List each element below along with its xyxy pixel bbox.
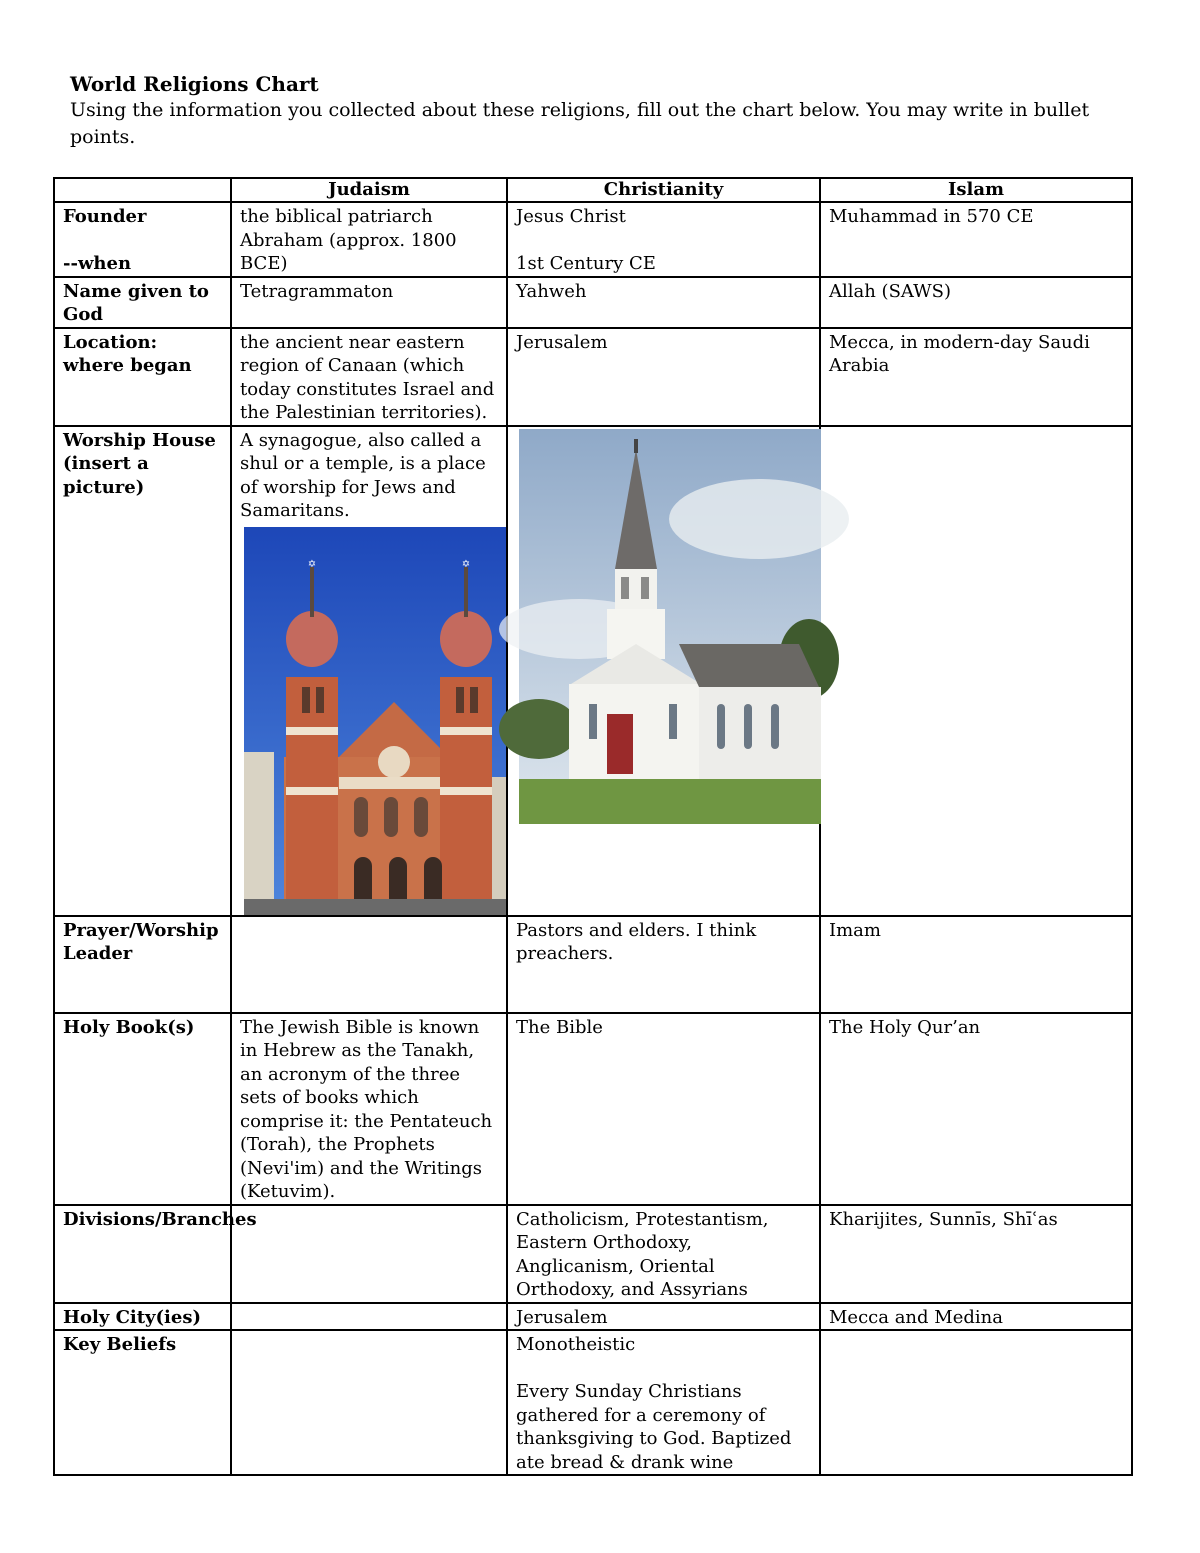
leader-judaism — [231, 916, 507, 1013]
god-name-judaism: Tetragrammaton — [231, 277, 507, 328]
worship-judaism-cell — [231, 426, 507, 916]
row-name-of-god — [54, 277, 1132, 328]
location-islam: Mecca, in modern-day Saudi Arabia — [820, 328, 1132, 426]
founder-christianity-cell — [507, 202, 820, 277]
worship-judaism-text: A synagogue, also called a shul or a temple, is a place of worship for Jews and Samaritans. — [240, 429, 486, 521]
label-holy-books: Holy Book(s) — [54, 1013, 231, 1205]
holy-cities-islam: Mecca and Medina — [820, 1303, 1132, 1331]
row-worship-house — [54, 426, 1132, 916]
leader-islam: Imam — [820, 916, 1132, 1013]
god-name-christianity: Yahweh — [507, 277, 820, 328]
row-key-beliefs — [54, 1330, 1132, 1475]
row-holy-cities — [54, 1303, 1132, 1331]
label-key-beliefs: Key Beliefs — [54, 1330, 231, 1475]
synagogue-photo — [244, 527, 506, 915]
holy-cities-judaism — [231, 1303, 507, 1331]
row-founder — [54, 202, 1132, 277]
label-founder — [54, 202, 231, 277]
header-christianity: Christianity — [507, 178, 820, 202]
god-name-islam: Allah (SAWS) — [820, 277, 1132, 328]
holy-books-christianity: The Bible — [507, 1013, 820, 1205]
svg-text:✡: ✡ — [461, 558, 471, 570]
label-location: Location: where began — [54, 328, 231, 426]
header-islam: Islam — [820, 178, 1132, 202]
divisions-islam: Kharijites, Sunnīs, Shīʿas — [820, 1205, 1132, 1303]
header-judaism: Judaism — [231, 178, 507, 202]
key-beliefs-islam — [820, 1330, 1132, 1475]
label-leader: Prayer/Worship Leader — [54, 916, 231, 1013]
key-beliefs-judaism — [231, 1330, 507, 1475]
location-judaism: the ancient near eastern region of Canaan (which today constitutes Israel and the Palestinian territories). — [231, 328, 507, 426]
divisions-christianity: Catholicism, Protestantism, Eastern Orthodoxy, Anglicanism, Oriental Orthodoxy, and Assyrians — [507, 1205, 820, 1303]
worship-islam — [820, 426, 1132, 916]
label-divisions: Divisions/Branches — [54, 1205, 231, 1303]
founder-judaism: the biblical patriarch Abraham (approx. 1800 BCE) — [231, 202, 507, 277]
leader-christianity: Pastors and elders. I think preachers. — [507, 916, 820, 1013]
worship-christianity-cell — [507, 426, 820, 916]
key-beliefs-christianity: Monotheistic — [516, 1334, 636, 1355]
holy-cities-christianity: Jerusalem — [507, 1303, 820, 1331]
document-title: World Religions Chart — [70, 72, 319, 96]
instructions-text: Using the information you collected about these religions, fill out the chart below. You may write in bullet points. — [70, 99, 1090, 148]
founder-christianity-when: 1st Century CE — [516, 253, 656, 274]
holy-books-judaism: The Jewish Bible is known in Hebrew as the Tanakh, an acronym of the three sets of books which comprise it: the Pentateuch (Torah), the Prophets (Nevi'im) and the Writings (Ketuvim). — [231, 1013, 507, 1205]
header-corner-cell — [54, 178, 231, 202]
religions-chart — [53, 177, 1133, 1476]
key-beliefs-christianity-more: Every Sunday Christians gathered for a ceremony of thanksgiving to God. Baptized ate bread & drank wine — [516, 1381, 792, 1473]
founder-islam: Muhammad in 570 CE — [820, 202, 1132, 277]
founder-when-label: --when — [63, 253, 132, 274]
label-worship-house: Worship House (insert a picture) — [54, 426, 231, 916]
key-beliefs-christianity-cell — [507, 1330, 820, 1475]
divisions-judaism — [231, 1205, 507, 1303]
label-name-of-god: Name given to God — [54, 277, 231, 328]
row-leader — [54, 916, 1132, 1013]
svg-text:✡: ✡ — [307, 558, 317, 570]
row-location — [54, 328, 1132, 426]
location-christianity: Jerusalem — [507, 328, 820, 426]
header-row — [54, 178, 1132, 202]
founder-christianity: Jesus Christ — [516, 206, 626, 227]
church-photo — [519, 429, 821, 824]
row-divisions — [54, 1205, 1132, 1303]
label-holy-cities: Holy City(ies) — [54, 1303, 231, 1331]
holy-books-islam: The Holy Qur’an — [820, 1013, 1132, 1205]
row-holy-books — [54, 1013, 1132, 1205]
founder-label: Founder — [63, 206, 147, 227]
